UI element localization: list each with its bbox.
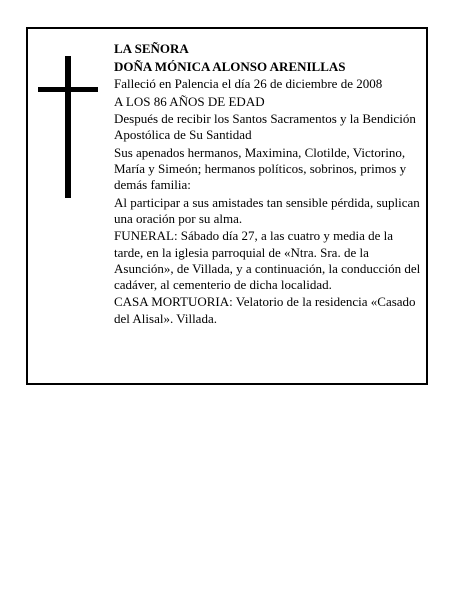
cross-icon	[38, 56, 98, 198]
cross-horizontal-bar	[38, 87, 98, 92]
cross-vertical-bar	[65, 56, 71, 198]
obituary-notice	[26, 27, 428, 385]
funeral-paragraph: FUNERAL: Sábado día 27, a las cuatro y media de la tarde, en la iglesia parroquial de «Ntra. Sra. de la Asunción», de Villada, y a continuación, la conducción del cadáver, al cementerio de dicha localidad.	[114, 228, 421, 292]
family-paragraph: Sus apenados hermanos, Maximina, Clotilde, Victorino, María y Simeón; hermanos políticos, sobrinos, primos y demás familia:	[114, 144, 407, 193]
deceased-name: DOÑA MÓNICA ALONSO ARENILLAS	[114, 58, 346, 74]
mortuary-paragraph: CASA MORTUORIA: Velatorio de la residencia «Casado del Alisal». Villada.	[114, 294, 416, 326]
notice-heading: LA SEÑORA	[114, 41, 189, 56]
notice-text	[114, 41, 422, 328]
request-paragraph: Al participar a sus amistades tan sensible pérdida, suplican una oración por su alma.	[114, 194, 420, 226]
sacraments-paragraph: Después de recibir los Santos Sacramentos y la Bendición Apostólica de Su Santidad	[114, 111, 416, 143]
age-line: A LOS 86 AÑOS DE EDAD	[114, 93, 265, 109]
death-line: Falleció en Palencia el día 26 de diciembre de 2008	[114, 76, 383, 91]
